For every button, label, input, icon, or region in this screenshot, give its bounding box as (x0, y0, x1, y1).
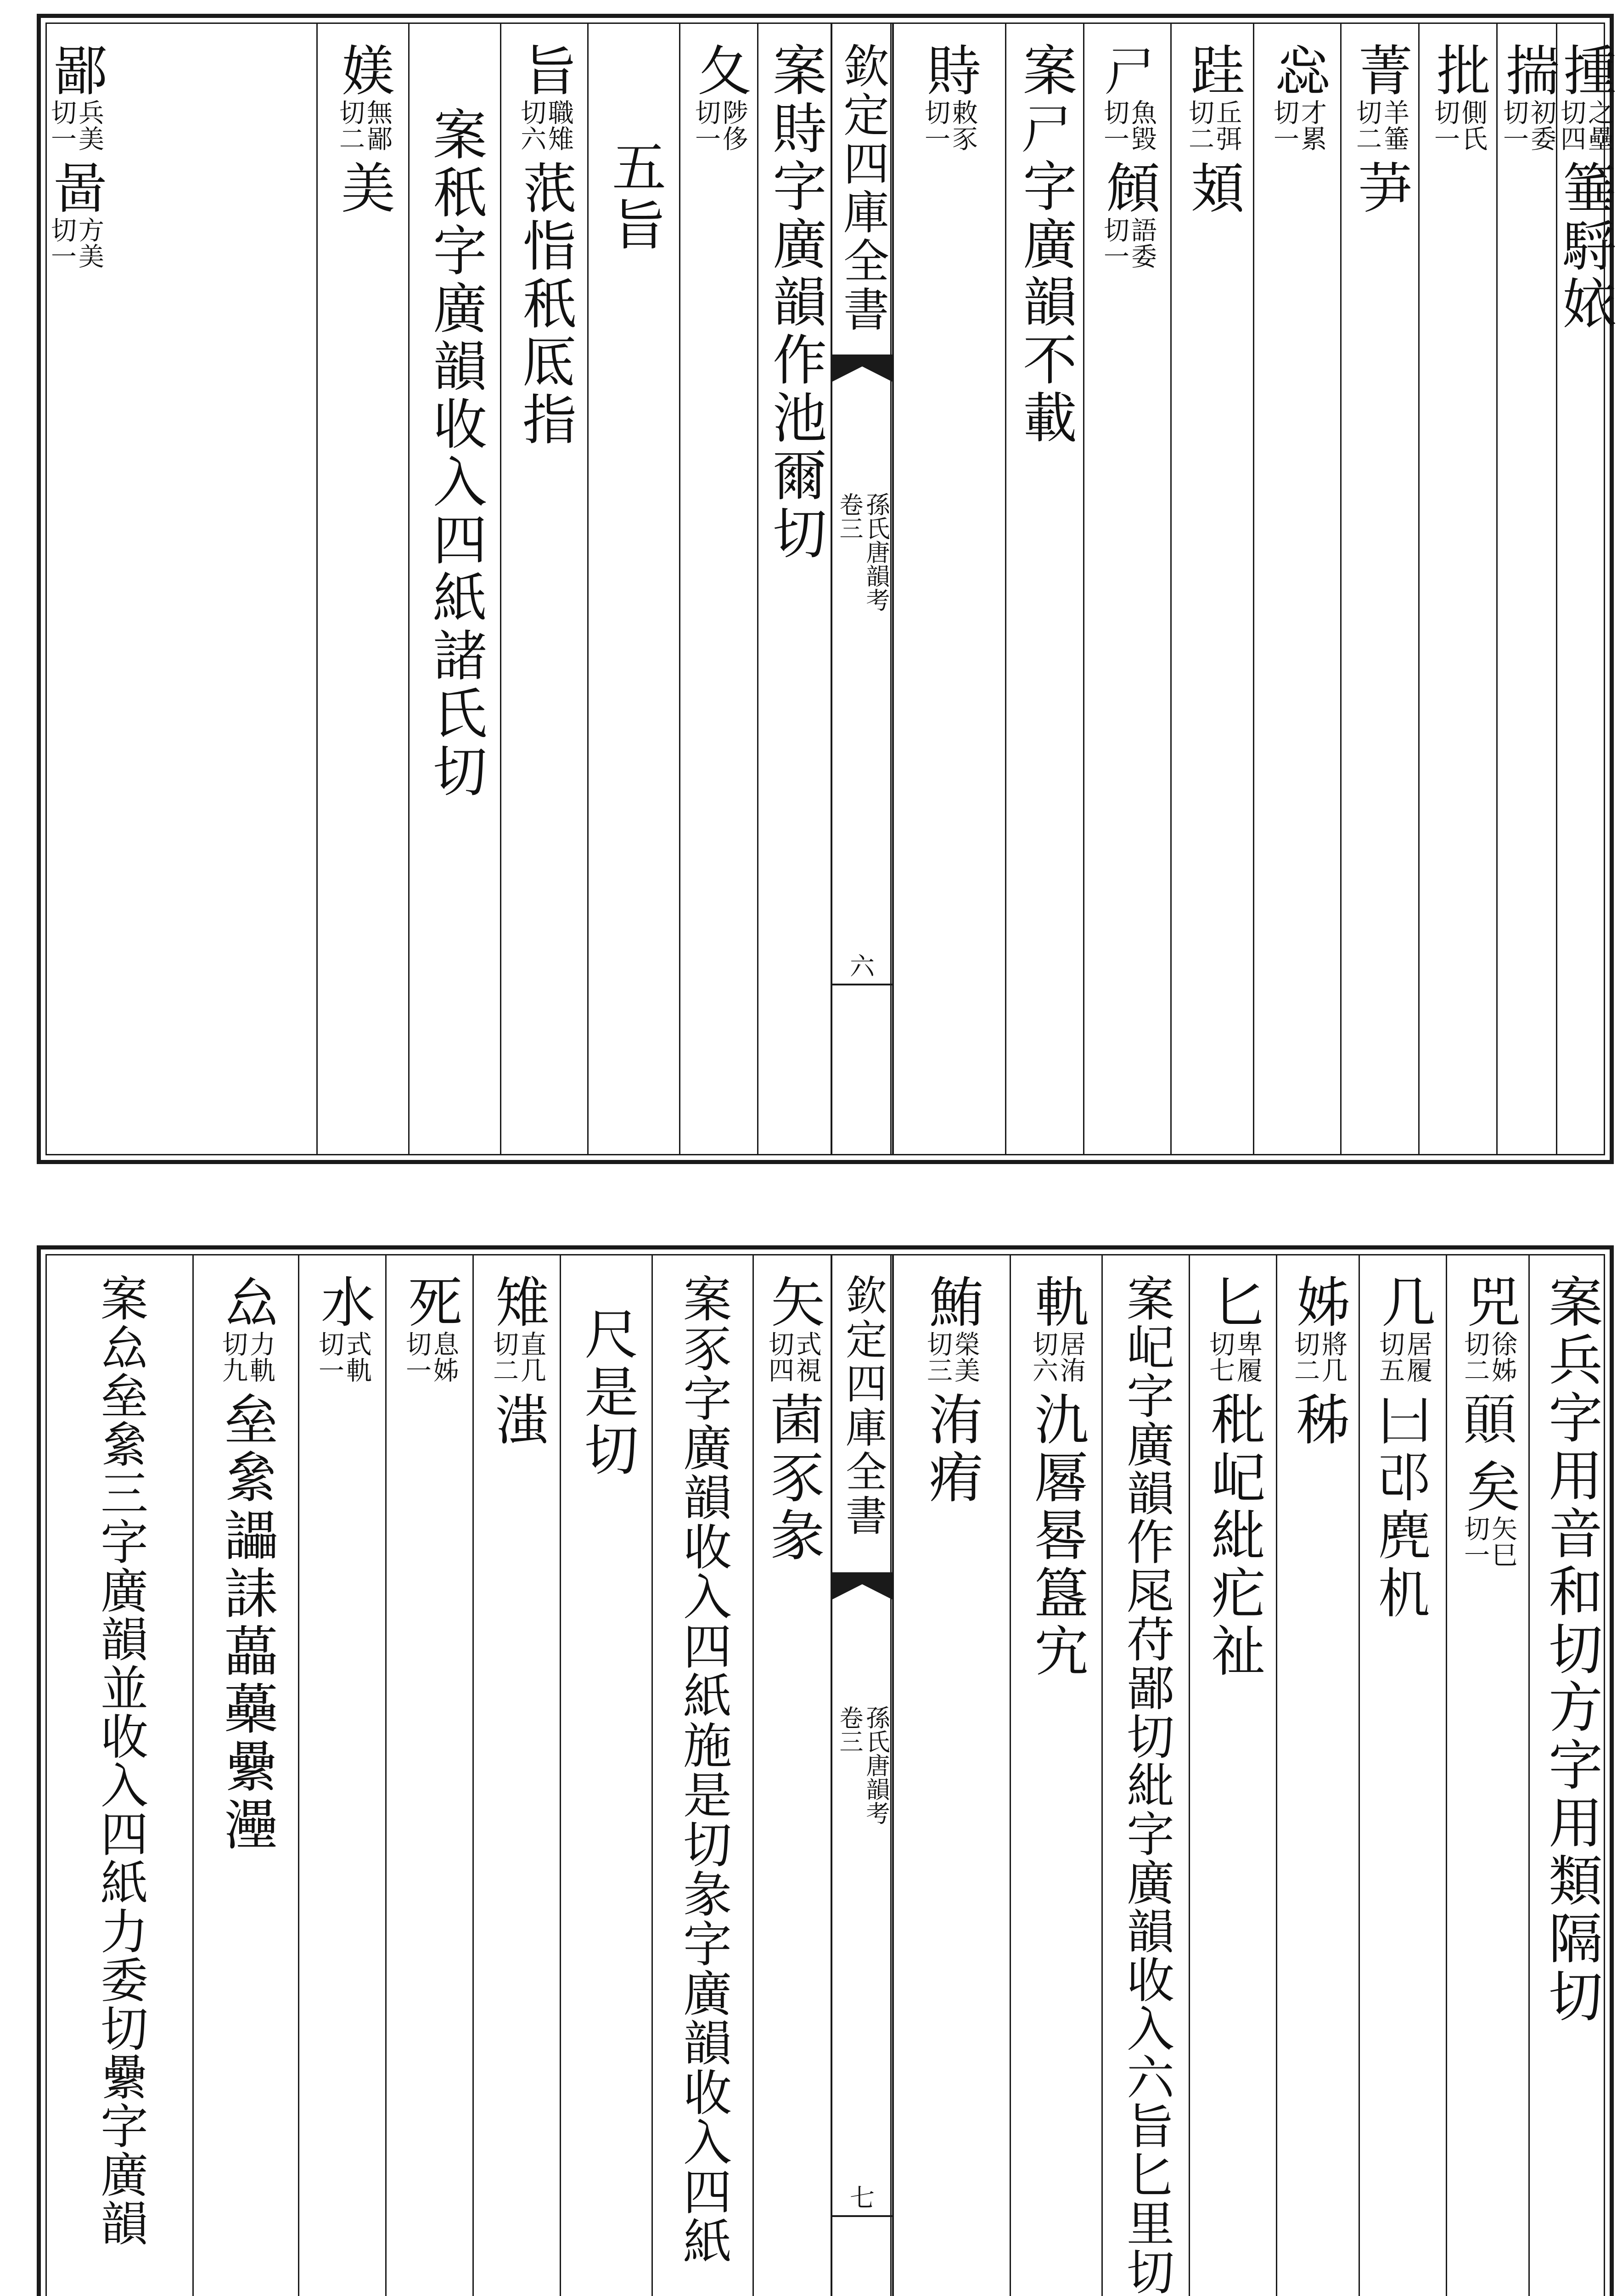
top-col-13 (500, 24, 589, 1154)
headword: 惢 (1266, 42, 1330, 96)
column-text: 菌豕彖 (761, 1391, 825, 1565)
fishtail-ornament (832, 356, 892, 382)
headword: 矣 (1457, 1458, 1521, 1513)
headword: 几 (1372, 1274, 1436, 1328)
headword: 旨 (513, 42, 577, 96)
fanqie-note: 切一 (1099, 217, 1129, 269)
bottom-col-3 (1359, 1255, 1447, 2296)
column-text: 秕屺紕疕祉 (1202, 1391, 1265, 1681)
headword: 死 (399, 1274, 462, 1328)
band-divider (832, 1572, 892, 1574)
commentary-text: 案豕字廣韻收入四紙施是切彖字廣韻收入四紙 (675, 1274, 732, 2266)
fanqie-note: 式視 (792, 1331, 822, 1383)
band-page-number: 七 (850, 2183, 875, 2212)
headword: 𡰣 (1096, 42, 1160, 96)
headword: 夂 (688, 42, 752, 96)
top-col-12 (587, 24, 680, 1154)
top-page-frame (37, 14, 1617, 1164)
fanqie-note: 切一 (1269, 99, 1299, 152)
top-col-8 (1005, 24, 1084, 1154)
headword: 軌 (1025, 1274, 1089, 1328)
headword: 跬 (1181, 42, 1245, 96)
fanqie-note: 切二 (488, 1331, 519, 1383)
fanqie-note: 切六 (516, 99, 546, 152)
fanqie-note: 切四 (1556, 99, 1586, 152)
fanqie-note: 切一 (1099, 99, 1129, 152)
fanqie-note: 切一 (1430, 99, 1460, 152)
bottom-col-10 (651, 1255, 754, 2296)
bottom-col-13 (385, 1255, 474, 2296)
fanqie-note: 才累 (1297, 99, 1327, 152)
commentary-text: 案𡰣字廣韻不載 (1014, 42, 1077, 447)
headword: 媄 (332, 42, 396, 96)
column-text: 滍 (485, 1391, 549, 1449)
fanqie-note: 直几 (516, 1331, 546, 1383)
top-col-9 (890, 24, 1006, 1154)
top-col-10 (757, 24, 832, 1154)
band-subtitle (837, 1705, 887, 1825)
headword: 水 (311, 1274, 375, 1328)
fanqie-note: 切一 (691, 99, 721, 152)
column-text: 頍 (1181, 160, 1245, 218)
bottom-col-2 (1446, 1255, 1530, 2296)
fanqie-note: 切一 (1460, 1515, 1490, 1568)
headword: 揰 (1553, 42, 1617, 96)
column-text: 垒絫讄誄藟蘽纍灅 (214, 1391, 278, 1854)
top-col-1 (1553, 24, 1617, 1154)
headword: 兕 (1457, 1274, 1521, 1328)
fanqie-note: 切四 (764, 1331, 794, 1383)
fanqie-note: 居履 (1402, 1331, 1432, 1383)
commentary-text: 尺是切 (575, 1306, 639, 1480)
fanqie-note: 側氏 (1457, 99, 1488, 152)
band-book-title: 孫氏唐韻考 (862, 492, 889, 612)
headword: 鮪 (920, 1274, 983, 1328)
fanqie-note: 切六 (1028, 1331, 1058, 1383)
band-page-number: 六 (850, 952, 875, 981)
fanqie-note: 切五 (1375, 1331, 1405, 1383)
bottom-col-12 (472, 1255, 561, 2296)
fanqie-note: 切一 (920, 99, 950, 152)
fanqie-note: 丘弭 (1212, 99, 1242, 152)
column-text: 洧痏 (919, 1391, 983, 1507)
bottom-col-8 (890, 1255, 1011, 2296)
column-text: 𩔊 (1456, 1391, 1520, 1449)
column-text: 氿厬晷簋宄 (1025, 1391, 1089, 1681)
fanqie-note: 卑履 (1232, 1331, 1263, 1383)
fanqie-note: 切三 (922, 1331, 953, 1383)
top-col-7 (1083, 24, 1172, 1154)
fanqie-note: 榮美 (950, 1331, 980, 1383)
headword: 頠 (1096, 160, 1160, 214)
fanqie-note: 力軌 (245, 1331, 275, 1383)
fishtail-ornament (832, 1574, 892, 1599)
fanqie-note: 切七 (1205, 1331, 1235, 1383)
column-text: 䓋恉秖厎指 (513, 160, 577, 449)
top-col-4 (1340, 24, 1420, 1154)
fanqie-note: 陟侈 (718, 99, 748, 152)
fanqie-note: 切一 (401, 1331, 432, 1383)
band-title: 欽定四庫全書 (838, 1274, 887, 1538)
bottom-col-7 (1010, 1255, 1103, 2296)
top-col-16 (45, 24, 318, 1154)
commentary-text: 案屺字廣韻作㞑苻鄙切紕字廣韻收入六旨匕里切 (1118, 1274, 1174, 2296)
fanqie-note: 之壘 (1584, 99, 1614, 152)
bottom-col-1 (1528, 1255, 1612, 2296)
fanqie-note: 居洧 (1056, 1331, 1086, 1383)
band-title: 欽定四庫全書 (836, 42, 889, 334)
fanqie-note: 將几 (1317, 1331, 1348, 1383)
band-volume: 卷三 (835, 1705, 863, 1753)
fanqie-note: 切一 (1499, 99, 1529, 152)
fanqie-note: 魚毀 (1127, 99, 1157, 152)
fanqie-note: 切二 (335, 99, 365, 152)
column-text: 𠙵邔麂机 (1371, 1391, 1435, 1623)
fanqie-note: 息姊 (429, 1331, 459, 1383)
headword: 啚 (44, 160, 107, 214)
fanqie-note: 初委 (1526, 99, 1556, 152)
headword: 厽 (215, 1274, 279, 1328)
commentary-text: 案兵字用音和切方字用類隔切 (1539, 1274, 1603, 2026)
fanqie-note: 兵美 (74, 99, 104, 152)
column-text: 箠䮑㛄 (1553, 160, 1617, 333)
column-text: 芛 (1348, 160, 1412, 218)
top-col-2 (1496, 24, 1560, 1154)
commentary-text: 案厽垒絫三字廣韻並收入四紙力委切纍字廣韻 (92, 1274, 148, 2247)
bottom-col-9 (752, 1255, 832, 2296)
headword: 䝰 (917, 42, 981, 96)
bottom-col-11 (560, 1255, 653, 2296)
fanqie-note: 敕豕 (948, 99, 978, 152)
headword: 姊 (1287, 1274, 1351, 1328)
top-col-15 (316, 24, 410, 1154)
fanqie-note: 矢巳 (1487, 1515, 1517, 1568)
fanqie-note: 語委 (1127, 217, 1157, 269)
fanqie-note: 切一 (46, 217, 77, 269)
fanqie-note: 職雉 (544, 99, 574, 152)
fanqie-note: 式軌 (342, 1331, 372, 1383)
fanqie-note: 切二 (1184, 99, 1214, 152)
band-divider (832, 355, 892, 356)
bottom-col-16 (45, 1255, 194, 2296)
headword: 矢 (761, 1274, 825, 1328)
fanqie-note: 羊箠 (1379, 99, 1409, 152)
top-col-11 (679, 24, 758, 1154)
fanqie-note: 切九 (218, 1331, 248, 1383)
bottom-center-band (831, 1255, 894, 2296)
band-book-title: 孫氏唐韻考 (862, 1705, 889, 1825)
fanqie-note: 切一 (314, 1331, 344, 1383)
bottom-col-4 (1276, 1255, 1360, 2296)
bottom-col-14 (298, 1255, 387, 2296)
commentary-text: 案䝰字廣韻作池爾切 (764, 42, 827, 563)
headword: 雉 (486, 1274, 550, 1328)
rhyme-heading: 五旨 (603, 139, 666, 254)
commentary-text: 案秖字廣韻收入四紙諸氏切 (424, 107, 487, 801)
band-subtitle (837, 492, 887, 612)
bottom-col-5 (1189, 1255, 1277, 2296)
top-col-5 (1253, 24, 1342, 1154)
fanqie-note: 切二 (1290, 1331, 1320, 1383)
band-divider (832, 2215, 892, 2217)
top-col-14 (408, 24, 501, 1154)
column-text: 美 (331, 160, 395, 218)
fanqie-note: 方美 (74, 217, 104, 269)
fanqie-note: 切二 (1352, 99, 1382, 152)
headword: 匕 (1202, 1274, 1266, 1328)
band-volume: 卷三 (835, 492, 863, 540)
headword: 鄙 (44, 42, 107, 96)
headword: 菁 (1349, 42, 1413, 96)
top-col-3 (1418, 24, 1498, 1154)
fanqie-note: 無鄙 (362, 99, 393, 152)
headword: 批 (1427, 42, 1491, 96)
bottom-page-frame (37, 1245, 1614, 2296)
band-divider (832, 984, 892, 985)
headword: 揣 (1496, 42, 1560, 96)
top-col-6 (1170, 24, 1254, 1154)
bottom-col-15 (192, 1255, 299, 2296)
fanqie-note: 切二 (1460, 1331, 1490, 1383)
fanqie-note: 切一 (46, 99, 77, 152)
top-center-band (831, 24, 894, 1154)
bottom-col-6 (1101, 1255, 1190, 2296)
column-text: 秭 (1286, 1391, 1350, 1449)
fanqie-note: 徐姊 (1487, 1331, 1517, 1383)
